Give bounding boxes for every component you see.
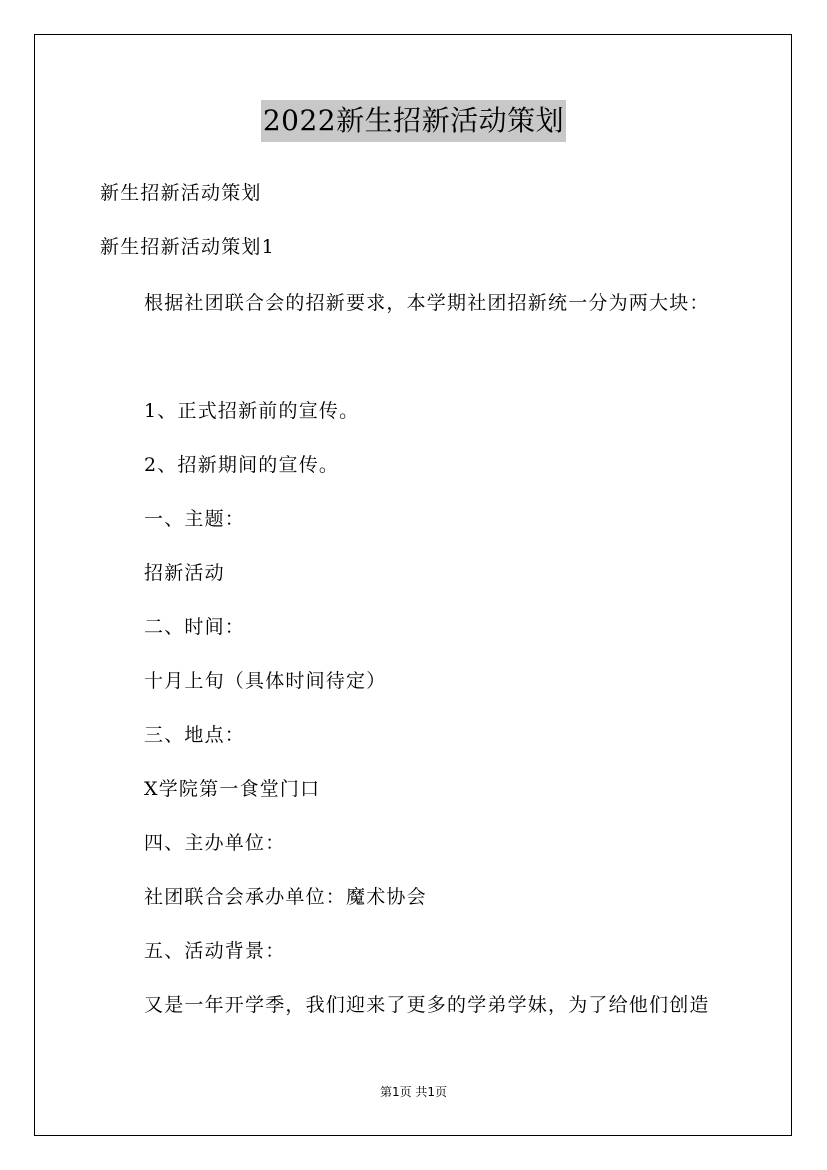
paragraph: 根据社团联合会的招新要求，本学期社团招新统一分为两大块： xyxy=(144,292,710,314)
section-heading: 新生招新活动策划1 xyxy=(100,236,275,258)
list-item: 2、招新期间的宣传。 xyxy=(144,454,340,476)
section-label: 三、地点： xyxy=(144,724,246,746)
paragraph: 招新活动 xyxy=(144,562,225,584)
section-label: 五、活动背景： xyxy=(144,940,286,962)
paragraph: 又是一年开学季，我们迎来了更多的学弟学妹，为了给他们创造 xyxy=(144,994,710,1016)
paragraph: X学院第一食堂门口 xyxy=(144,778,321,800)
section-label: 一、主题： xyxy=(144,508,246,530)
section-label: 二、时间： xyxy=(144,616,246,638)
paragraph: 十月上旬（具体时间待定） xyxy=(144,670,387,692)
list-item: 1、正式招新前的宣传。 xyxy=(144,400,360,422)
document-title-container xyxy=(0,100,827,142)
subtitle: 新生招新活动策划 xyxy=(100,182,262,204)
section-label: 四、主办单位： xyxy=(144,832,286,854)
document-title: 2022新生招新活动策划 xyxy=(261,100,566,142)
paragraph: 社团联合会承办单位：魔术协会 xyxy=(144,886,427,908)
page-footer: 第1页 共1页 xyxy=(379,1085,448,1099)
